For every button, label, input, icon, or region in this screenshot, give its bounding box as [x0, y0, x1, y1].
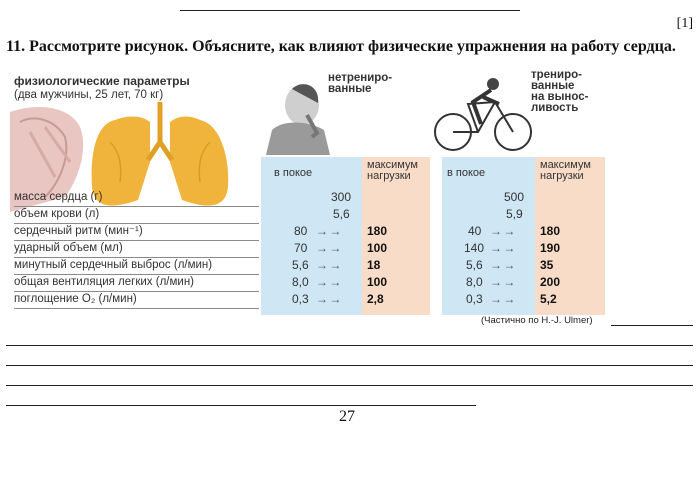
value-cell [367, 223, 387, 240]
row-label: объем крови (л) [14, 206, 259, 224]
arrow [490, 274, 514, 291]
arrow-glyph: → → [316, 241, 341, 255]
figure-credit: (Частично по H.-J. Ulmer) [481, 315, 593, 326]
max-value: 35 [540, 258, 554, 272]
value-cell: 8,0 [292, 275, 309, 289]
cyclist-drawing [433, 72, 533, 157]
figure-title: физиологические параметры [14, 74, 190, 88]
value-cell: 80 [294, 224, 308, 238]
answer-line [611, 325, 693, 326]
value-cell: 5,6 [333, 207, 350, 221]
group-trained-line: ванные [531, 80, 575, 92]
row-label: минутный сердечный выброс (л/мин) [14, 257, 259, 275]
row-label: ударный объем (мл) [14, 240, 259, 258]
value-cell: 5,6 [292, 258, 309, 272]
value-cell: 5,9 [506, 207, 523, 221]
value-cell: 8,0 [466, 275, 483, 289]
value-cell: 0,3 [466, 292, 483, 306]
arrow-glyph: → → [490, 258, 515, 272]
group-untrained-label [328, 73, 392, 95]
page-number: 27 [339, 408, 355, 425]
answer-line [6, 385, 693, 386]
col-header-line: максимум [540, 159, 591, 171]
value-cell [540, 223, 560, 240]
col-header-max-untrained [367, 160, 418, 182]
untrained-rest-band [261, 157, 362, 315]
arrow [316, 223, 340, 240]
max-value: 5,2 [540, 292, 557, 306]
value-cell [367, 274, 387, 291]
value-cell: 500 [504, 190, 525, 204]
untrained-person-photo [262, 75, 332, 155]
value-cell [540, 257, 553, 274]
value-cell: 300 [331, 190, 352, 204]
value-cell [367, 291, 384, 308]
arrow [316, 274, 340, 291]
col-header-line: нагрузки [367, 170, 411, 182]
arrow-glyph: → → [316, 224, 341, 238]
arrow [316, 240, 340, 257]
row-label: сердечный ритм (мин⁻¹) [14, 223, 259, 241]
group-trained-line: трениро- [531, 69, 582, 81]
group-untrained-line: нетрениро- [328, 72, 393, 84]
row-label: общая вентиляция легких (л/мин) [14, 274, 259, 292]
figure-subtitle: (два мужчины, 25 лет, 70 кг) [14, 89, 164, 101]
max-value: 18 [367, 258, 381, 272]
arrow-glyph: → → [490, 224, 515, 238]
col-header-max-trained [540, 160, 591, 182]
arrow-glyph: → → [490, 275, 515, 289]
col-header-line: нагрузки [540, 170, 584, 182]
max-value: 2,8 [367, 292, 384, 306]
max-value: 190 [540, 241, 561, 255]
arrow [490, 223, 514, 240]
arrow [490, 257, 514, 274]
max-value: 100 [367, 275, 388, 289]
answer-line [6, 405, 476, 406]
col-header-rest-untrained: в покое [274, 167, 313, 179]
arrow [316, 257, 340, 274]
max-value: 200 [540, 275, 561, 289]
score-mark: [1] [676, 16, 693, 31]
row-label: поглощение O₂ (л/мин) [14, 291, 259, 309]
value-cell: 0,3 [292, 292, 309, 306]
group-untrained-line: ванные [328, 83, 372, 95]
max-value: 180 [367, 224, 388, 238]
task-text [6, 38, 696, 55]
value-cell: 5,6 [466, 258, 483, 272]
arrow-glyph: → → [316, 258, 341, 272]
max-value: 180 [540, 224, 561, 238]
value-cell [367, 240, 387, 257]
value-cell: 40 [468, 224, 482, 238]
value-cell [367, 257, 380, 274]
group-trained-label [531, 70, 588, 114]
row-label: масса сердца (г) [14, 189, 259, 207]
value-cell: 70 [294, 241, 308, 255]
value-cell [540, 274, 560, 291]
task-question: Рассмотрите рисунок. Объясните, как влияют физические упражнения на работу сердца. [29, 38, 676, 55]
arrow-glyph: → → [316, 275, 341, 289]
arrow [490, 291, 514, 308]
col-header-line: максимум [367, 159, 418, 171]
group-trained-line: на вынос- [531, 91, 589, 103]
trained-rest-band [442, 157, 535, 315]
answer-line [6, 365, 693, 366]
value-cell [540, 291, 557, 308]
top-rule [180, 10, 520, 11]
arrow [490, 240, 514, 257]
arrow-glyph: → → [316, 292, 341, 306]
col-header-rest-trained: в покое [447, 167, 486, 179]
task-number: 11. [6, 38, 26, 55]
value-cell: 140 [464, 241, 485, 255]
arrow [316, 291, 340, 308]
max-value: 100 [367, 241, 388, 255]
answer-line [6, 345, 693, 346]
group-trained-line: ливость [531, 102, 579, 114]
arrow-glyph: → → [490, 241, 515, 255]
arrow-glyph: → → [490, 292, 515, 306]
value-cell [540, 240, 560, 257]
